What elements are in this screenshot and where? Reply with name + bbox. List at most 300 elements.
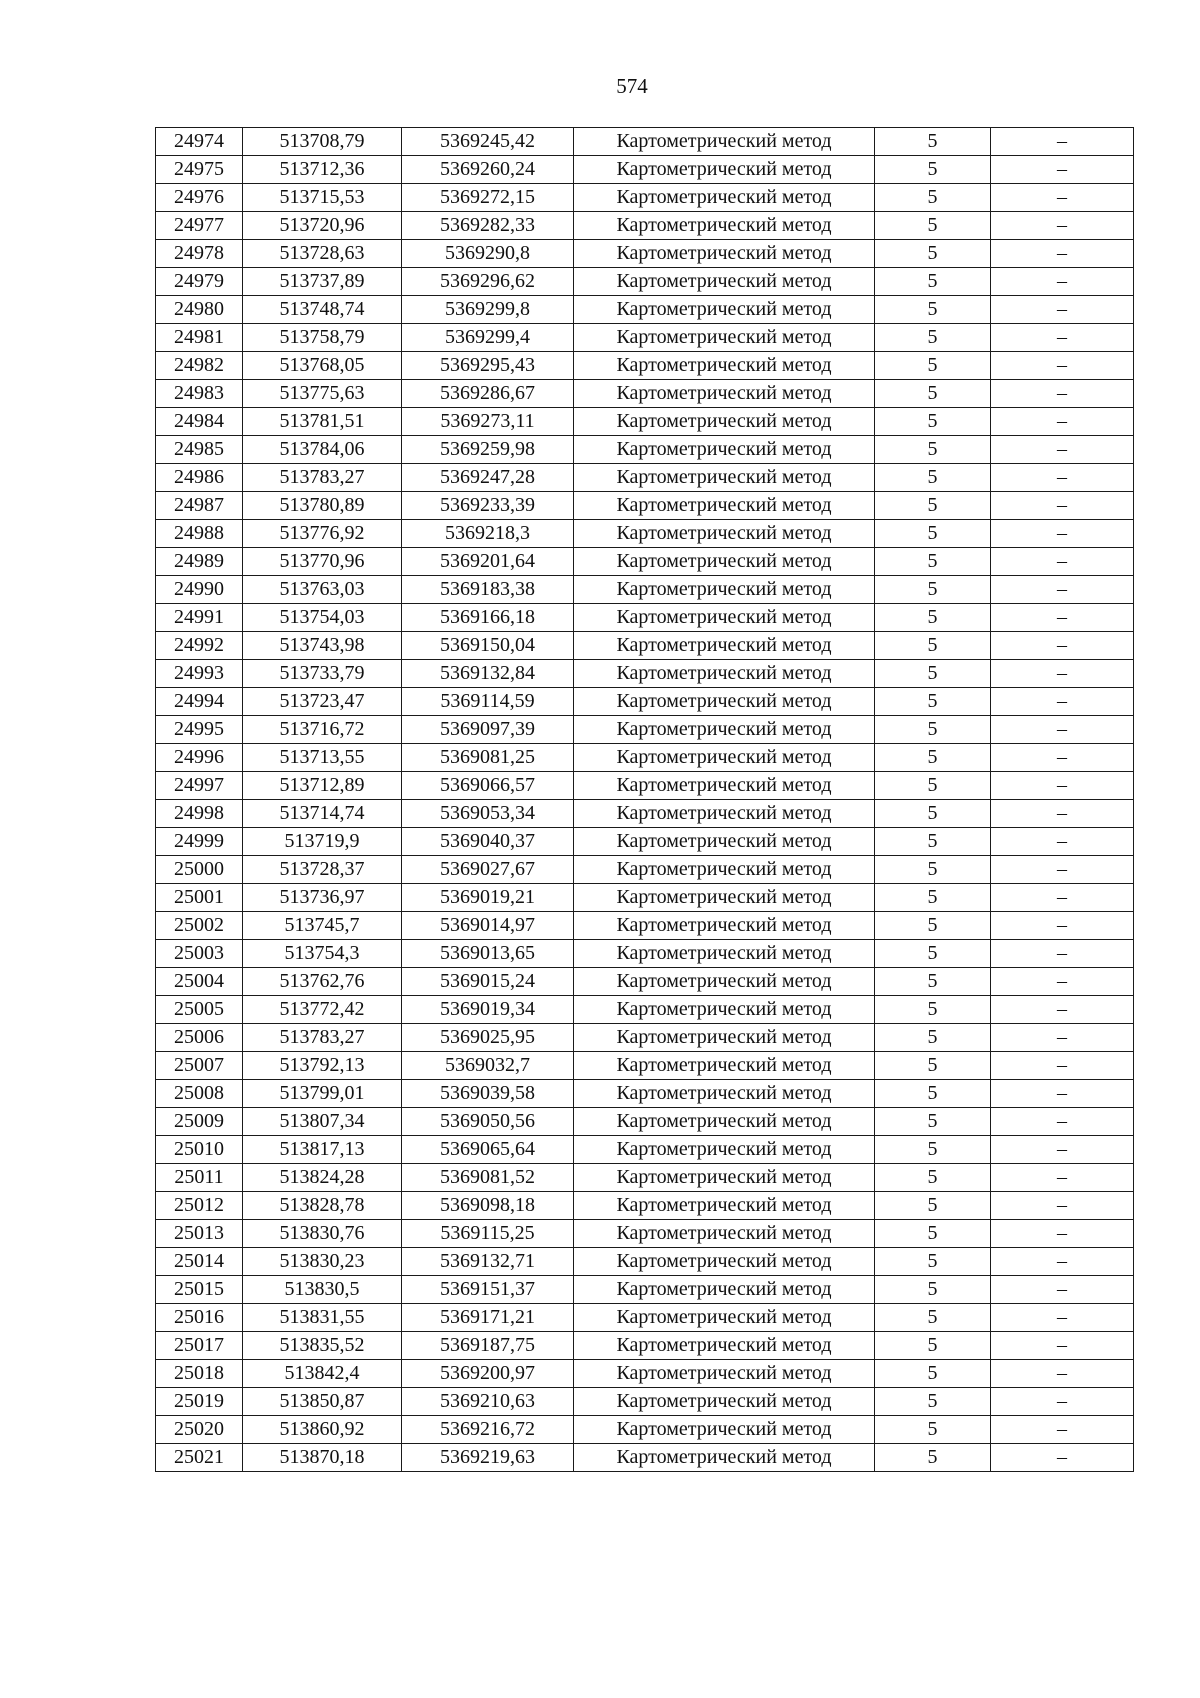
accuracy-cell: 5 bbox=[875, 408, 991, 436]
accuracy-cell: 5 bbox=[875, 968, 991, 996]
accuracy-cell: 5 bbox=[875, 1248, 991, 1276]
accuracy-cell: 5 bbox=[875, 912, 991, 940]
x-coordinate-cell: 513768,05 bbox=[243, 352, 402, 380]
x-coordinate-cell: 513860,92 bbox=[243, 1416, 402, 1444]
y-coordinate-cell: 5369273,11 bbox=[402, 408, 574, 436]
method-cell: Картометрический метод bbox=[574, 660, 875, 688]
accuracy-cell: 5 bbox=[875, 352, 991, 380]
point-number-cell: 24975 bbox=[156, 156, 243, 184]
table-row bbox=[156, 380, 1134, 408]
y-coordinate-cell: 5369295,43 bbox=[402, 352, 574, 380]
accuracy-cell: 5 bbox=[875, 744, 991, 772]
method-cell: Картометрический метод bbox=[574, 324, 875, 352]
accuracy-cell: 5 bbox=[875, 856, 991, 884]
y-coordinate-cell: 5369282,33 bbox=[402, 212, 574, 240]
note-cell: – bbox=[991, 1304, 1134, 1332]
method-cell: Картометрический метод bbox=[574, 828, 875, 856]
table-row bbox=[156, 240, 1134, 268]
table-row bbox=[156, 1108, 1134, 1136]
note-cell: – bbox=[991, 492, 1134, 520]
accuracy-cell: 5 bbox=[875, 576, 991, 604]
x-coordinate-cell: 513807,34 bbox=[243, 1108, 402, 1136]
x-coordinate-cell: 513780,89 bbox=[243, 492, 402, 520]
x-coordinate-cell: 513716,72 bbox=[243, 716, 402, 744]
note-cell: – bbox=[991, 912, 1134, 940]
x-coordinate-cell: 513784,06 bbox=[243, 436, 402, 464]
table-row bbox=[156, 1080, 1134, 1108]
point-number-cell: 25021 bbox=[156, 1444, 243, 1472]
x-coordinate-cell: 513728,37 bbox=[243, 856, 402, 884]
x-coordinate-cell: 513758,79 bbox=[243, 324, 402, 352]
point-number-cell: 25008 bbox=[156, 1080, 243, 1108]
method-cell: Картометрический метод bbox=[574, 1108, 875, 1136]
accuracy-cell: 5 bbox=[875, 1052, 991, 1080]
table-row bbox=[156, 1192, 1134, 1220]
point-number-cell: 24986 bbox=[156, 464, 243, 492]
y-coordinate-cell: 5369019,34 bbox=[402, 996, 574, 1024]
method-cell: Картометрический метод bbox=[574, 520, 875, 548]
y-coordinate-cell: 5369019,21 bbox=[402, 884, 574, 912]
note-cell: – bbox=[991, 1360, 1134, 1388]
accuracy-cell: 5 bbox=[875, 324, 991, 352]
note-cell: – bbox=[991, 548, 1134, 576]
coordinates-table bbox=[155, 127, 1134, 1472]
accuracy-cell: 5 bbox=[875, 1136, 991, 1164]
accuracy-cell: 5 bbox=[875, 1220, 991, 1248]
x-coordinate-cell: 513775,63 bbox=[243, 380, 402, 408]
table-row bbox=[156, 996, 1134, 1024]
x-coordinate-cell: 513831,55 bbox=[243, 1304, 402, 1332]
note-cell: – bbox=[991, 604, 1134, 632]
note-cell: – bbox=[991, 996, 1134, 1024]
point-number-cell: 25019 bbox=[156, 1388, 243, 1416]
x-coordinate-cell: 513719,9 bbox=[243, 828, 402, 856]
method-cell: Картометрический метод bbox=[574, 1052, 875, 1080]
method-cell: Картометрический метод bbox=[574, 1444, 875, 1472]
accuracy-cell: 5 bbox=[875, 772, 991, 800]
table-row bbox=[156, 856, 1134, 884]
note-cell: – bbox=[991, 1416, 1134, 1444]
method-cell: Картометрический метод bbox=[574, 240, 875, 268]
accuracy-cell: 5 bbox=[875, 996, 991, 1024]
note-cell: – bbox=[991, 268, 1134, 296]
method-cell: Картометрический метод bbox=[574, 632, 875, 660]
table-row bbox=[156, 212, 1134, 240]
note-cell: – bbox=[991, 1024, 1134, 1052]
accuracy-cell: 5 bbox=[875, 828, 991, 856]
point-number-cell: 25007 bbox=[156, 1052, 243, 1080]
x-coordinate-cell: 513743,98 bbox=[243, 632, 402, 660]
y-coordinate-cell: 5369025,95 bbox=[402, 1024, 574, 1052]
y-coordinate-cell: 5369200,97 bbox=[402, 1360, 574, 1388]
point-number-cell: 25017 bbox=[156, 1332, 243, 1360]
note-cell: – bbox=[991, 716, 1134, 744]
note-cell: – bbox=[991, 1164, 1134, 1192]
method-cell: Картометрический метод bbox=[574, 156, 875, 184]
table-row bbox=[156, 128, 1134, 156]
method-cell: Картометрический метод bbox=[574, 492, 875, 520]
y-coordinate-cell: 5369286,67 bbox=[402, 380, 574, 408]
note-cell: – bbox=[991, 156, 1134, 184]
method-cell: Картометрический метод bbox=[574, 1360, 875, 1388]
point-number-cell: 24980 bbox=[156, 296, 243, 324]
y-coordinate-cell: 5369187,75 bbox=[402, 1332, 574, 1360]
point-number-cell: 24977 bbox=[156, 212, 243, 240]
point-number-cell: 24995 bbox=[156, 716, 243, 744]
method-cell: Картометрический метод bbox=[574, 940, 875, 968]
point-number-cell: 25013 bbox=[156, 1220, 243, 1248]
x-coordinate-cell: 513783,27 bbox=[243, 464, 402, 492]
note-cell: – bbox=[991, 772, 1134, 800]
point-number-cell: 24976 bbox=[156, 184, 243, 212]
accuracy-cell: 5 bbox=[875, 1024, 991, 1052]
y-coordinate-cell: 5369097,39 bbox=[402, 716, 574, 744]
table-row bbox=[156, 1416, 1134, 1444]
x-coordinate-cell: 513842,4 bbox=[243, 1360, 402, 1388]
note-cell: – bbox=[991, 884, 1134, 912]
y-coordinate-cell: 5369032,7 bbox=[402, 1052, 574, 1080]
method-cell: Картометрический метод bbox=[574, 1416, 875, 1444]
x-coordinate-cell: 513712,36 bbox=[243, 156, 402, 184]
note-cell: – bbox=[991, 1108, 1134, 1136]
accuracy-cell: 5 bbox=[875, 1416, 991, 1444]
y-coordinate-cell: 5369150,04 bbox=[402, 632, 574, 660]
y-coordinate-cell: 5369272,15 bbox=[402, 184, 574, 212]
table-body bbox=[156, 128, 1134, 1472]
table-row bbox=[156, 1136, 1134, 1164]
table-row bbox=[156, 464, 1134, 492]
note-cell: – bbox=[991, 464, 1134, 492]
accuracy-cell: 5 bbox=[875, 940, 991, 968]
accuracy-cell: 5 bbox=[875, 1332, 991, 1360]
point-number-cell: 25004 bbox=[156, 968, 243, 996]
note-cell: – bbox=[991, 660, 1134, 688]
y-coordinate-cell: 5369219,63 bbox=[402, 1444, 574, 1472]
accuracy-cell: 5 bbox=[875, 268, 991, 296]
point-number-cell: 25002 bbox=[156, 912, 243, 940]
accuracy-cell: 5 bbox=[875, 660, 991, 688]
x-coordinate-cell: 513870,18 bbox=[243, 1444, 402, 1472]
method-cell: Картометрический метод bbox=[574, 296, 875, 324]
note-cell: – bbox=[991, 240, 1134, 268]
y-coordinate-cell: 5369050,56 bbox=[402, 1108, 574, 1136]
table-row bbox=[156, 1360, 1134, 1388]
y-coordinate-cell: 5369233,39 bbox=[402, 492, 574, 520]
x-coordinate-cell: 513715,53 bbox=[243, 184, 402, 212]
y-coordinate-cell: 5369299,8 bbox=[402, 296, 574, 324]
point-number-cell: 24981 bbox=[156, 324, 243, 352]
point-number-cell: 25011 bbox=[156, 1164, 243, 1192]
x-coordinate-cell: 513762,76 bbox=[243, 968, 402, 996]
x-coordinate-cell: 513712,89 bbox=[243, 772, 402, 800]
accuracy-cell: 5 bbox=[875, 1276, 991, 1304]
x-coordinate-cell: 513850,87 bbox=[243, 1388, 402, 1416]
method-cell: Картометрический метод bbox=[574, 1388, 875, 1416]
y-coordinate-cell: 5369115,25 bbox=[402, 1220, 574, 1248]
accuracy-cell: 5 bbox=[875, 1080, 991, 1108]
x-coordinate-cell: 513783,27 bbox=[243, 1024, 402, 1052]
y-coordinate-cell: 5369065,64 bbox=[402, 1136, 574, 1164]
method-cell: Картометрический метод bbox=[574, 1136, 875, 1164]
table-row bbox=[156, 1276, 1134, 1304]
method-cell: Картометрический метод bbox=[574, 352, 875, 380]
method-cell: Картометрический метод bbox=[574, 744, 875, 772]
table-row bbox=[156, 744, 1134, 772]
note-cell: – bbox=[991, 1192, 1134, 1220]
method-cell: Картометрический метод bbox=[574, 800, 875, 828]
note-cell: – bbox=[991, 968, 1134, 996]
table-row bbox=[156, 688, 1134, 716]
note-cell: – bbox=[991, 688, 1134, 716]
point-number-cell: 25010 bbox=[156, 1136, 243, 1164]
point-number-cell: 25009 bbox=[156, 1108, 243, 1136]
y-coordinate-cell: 5369201,64 bbox=[402, 548, 574, 576]
method-cell: Картометрический метод bbox=[574, 856, 875, 884]
method-cell: Картометрический метод bbox=[574, 772, 875, 800]
y-coordinate-cell: 5369039,58 bbox=[402, 1080, 574, 1108]
note-cell: – bbox=[991, 408, 1134, 436]
accuracy-cell: 5 bbox=[875, 1388, 991, 1416]
point-number-cell: 24979 bbox=[156, 268, 243, 296]
note-cell: – bbox=[991, 632, 1134, 660]
x-coordinate-cell: 513776,92 bbox=[243, 520, 402, 548]
point-number-cell: 25020 bbox=[156, 1416, 243, 1444]
y-coordinate-cell: 5369013,65 bbox=[402, 940, 574, 968]
table-row bbox=[156, 184, 1134, 212]
table-row bbox=[156, 1220, 1134, 1248]
y-coordinate-cell: 5369151,37 bbox=[402, 1276, 574, 1304]
note-cell: – bbox=[991, 128, 1134, 156]
point-number-cell: 24985 bbox=[156, 436, 243, 464]
x-coordinate-cell: 513772,42 bbox=[243, 996, 402, 1024]
point-number-cell: 24998 bbox=[156, 800, 243, 828]
x-coordinate-cell: 513745,7 bbox=[243, 912, 402, 940]
point-number-cell: 25006 bbox=[156, 1024, 243, 1052]
table-row bbox=[156, 912, 1134, 940]
x-coordinate-cell: 513748,74 bbox=[243, 296, 402, 324]
table-row bbox=[156, 352, 1134, 380]
method-cell: Картометрический метод bbox=[574, 688, 875, 716]
method-cell: Картометрический метод bbox=[574, 464, 875, 492]
x-coordinate-cell: 513835,52 bbox=[243, 1332, 402, 1360]
accuracy-cell: 5 bbox=[875, 884, 991, 912]
table-row bbox=[156, 268, 1134, 296]
y-coordinate-cell: 5369132,71 bbox=[402, 1248, 574, 1276]
accuracy-cell: 5 bbox=[875, 492, 991, 520]
point-number-cell: 24996 bbox=[156, 744, 243, 772]
table-row bbox=[156, 884, 1134, 912]
method-cell: Картометрический метод bbox=[574, 1332, 875, 1360]
table-row bbox=[156, 828, 1134, 856]
method-cell: Картометрический метод bbox=[574, 968, 875, 996]
x-coordinate-cell: 513728,63 bbox=[243, 240, 402, 268]
method-cell: Картометрический метод bbox=[574, 268, 875, 296]
page-number: 574 bbox=[616, 74, 648, 98]
y-coordinate-cell: 5369014,97 bbox=[402, 912, 574, 940]
table-row bbox=[156, 548, 1134, 576]
table-row bbox=[156, 492, 1134, 520]
accuracy-cell: 5 bbox=[875, 548, 991, 576]
y-coordinate-cell: 5369053,34 bbox=[402, 800, 574, 828]
method-cell: Картометрический метод bbox=[574, 884, 875, 912]
point-number-cell: 25018 bbox=[156, 1360, 243, 1388]
x-coordinate-cell: 513714,74 bbox=[243, 800, 402, 828]
table-row bbox=[156, 1332, 1134, 1360]
point-number-cell: 24982 bbox=[156, 352, 243, 380]
accuracy-cell: 5 bbox=[875, 716, 991, 744]
accuracy-cell: 5 bbox=[875, 1164, 991, 1192]
method-cell: Картометрический метод bbox=[574, 128, 875, 156]
y-coordinate-cell: 5369114,59 bbox=[402, 688, 574, 716]
method-cell: Картометрический метод bbox=[574, 1304, 875, 1332]
accuracy-cell: 5 bbox=[875, 296, 991, 324]
table-row bbox=[156, 296, 1134, 324]
point-number-cell: 25003 bbox=[156, 940, 243, 968]
accuracy-cell: 5 bbox=[875, 212, 991, 240]
note-cell: – bbox=[991, 212, 1134, 240]
note-cell: – bbox=[991, 1388, 1134, 1416]
note-cell: – bbox=[991, 576, 1134, 604]
note-cell: – bbox=[991, 324, 1134, 352]
accuracy-cell: 5 bbox=[875, 520, 991, 548]
method-cell: Картометрический метод bbox=[574, 912, 875, 940]
x-coordinate-cell: 513830,5 bbox=[243, 1276, 402, 1304]
note-cell: – bbox=[991, 1080, 1134, 1108]
accuracy-cell: 5 bbox=[875, 800, 991, 828]
table-row bbox=[156, 940, 1134, 968]
note-cell: – bbox=[991, 352, 1134, 380]
point-number-cell: 25015 bbox=[156, 1276, 243, 1304]
note-cell: – bbox=[991, 1136, 1134, 1164]
note-cell: – bbox=[991, 856, 1134, 884]
table-row bbox=[156, 632, 1134, 660]
x-coordinate-cell: 513723,47 bbox=[243, 688, 402, 716]
table-row bbox=[156, 1164, 1134, 1192]
note-cell: – bbox=[991, 744, 1134, 772]
accuracy-cell: 5 bbox=[875, 184, 991, 212]
y-coordinate-cell: 5369290,8 bbox=[402, 240, 574, 268]
table-row bbox=[156, 1052, 1134, 1080]
accuracy-cell: 5 bbox=[875, 240, 991, 268]
accuracy-cell: 5 bbox=[875, 604, 991, 632]
point-number-cell: 25005 bbox=[156, 996, 243, 1024]
accuracy-cell: 5 bbox=[875, 436, 991, 464]
y-coordinate-cell: 5369296,62 bbox=[402, 268, 574, 296]
method-cell: Картометрический метод bbox=[574, 1192, 875, 1220]
table-row bbox=[156, 716, 1134, 744]
point-number-cell: 24990 bbox=[156, 576, 243, 604]
accuracy-cell: 5 bbox=[875, 1108, 991, 1136]
y-coordinate-cell: 5369166,18 bbox=[402, 604, 574, 632]
point-number-cell: 24983 bbox=[156, 380, 243, 408]
method-cell: Картометрический метод bbox=[574, 380, 875, 408]
point-number-cell: 24993 bbox=[156, 660, 243, 688]
note-cell: – bbox=[991, 1332, 1134, 1360]
x-coordinate-cell: 513754,3 bbox=[243, 940, 402, 968]
x-coordinate-cell: 513817,13 bbox=[243, 1136, 402, 1164]
point-number-cell: 24974 bbox=[156, 128, 243, 156]
y-coordinate-cell: 5369015,24 bbox=[402, 968, 574, 996]
method-cell: Картометрический метод bbox=[574, 604, 875, 632]
x-coordinate-cell: 513830,76 bbox=[243, 1220, 402, 1248]
y-coordinate-cell: 5369098,18 bbox=[402, 1192, 574, 1220]
method-cell: Картометрический метод bbox=[574, 576, 875, 604]
accuracy-cell: 5 bbox=[875, 632, 991, 660]
table-row bbox=[156, 520, 1134, 548]
point-number-cell: 24988 bbox=[156, 520, 243, 548]
note-cell: – bbox=[991, 1220, 1134, 1248]
point-number-cell: 24978 bbox=[156, 240, 243, 268]
table-row bbox=[156, 436, 1134, 464]
method-cell: Картометрический метод bbox=[574, 212, 875, 240]
table-row bbox=[156, 968, 1134, 996]
table-row bbox=[156, 1444, 1134, 1472]
x-coordinate-cell: 513720,96 bbox=[243, 212, 402, 240]
table-row bbox=[156, 772, 1134, 800]
x-coordinate-cell: 513792,13 bbox=[243, 1052, 402, 1080]
y-coordinate-cell: 5369218,3 bbox=[402, 520, 574, 548]
note-cell: – bbox=[991, 520, 1134, 548]
method-cell: Картометрический метод bbox=[574, 436, 875, 464]
accuracy-cell: 5 bbox=[875, 1192, 991, 1220]
point-number-cell: 24984 bbox=[156, 408, 243, 436]
x-coordinate-cell: 513754,03 bbox=[243, 604, 402, 632]
accuracy-cell: 5 bbox=[875, 380, 991, 408]
y-coordinate-cell: 5369260,24 bbox=[402, 156, 574, 184]
point-number-cell: 24987 bbox=[156, 492, 243, 520]
point-number-cell: 25016 bbox=[156, 1304, 243, 1332]
y-coordinate-cell: 5369259,98 bbox=[402, 436, 574, 464]
y-coordinate-cell: 5369040,37 bbox=[402, 828, 574, 856]
x-coordinate-cell: 513763,03 bbox=[243, 576, 402, 604]
note-cell: – bbox=[991, 1248, 1134, 1276]
method-cell: Картометрический метод bbox=[574, 408, 875, 436]
point-number-cell: 25012 bbox=[156, 1192, 243, 1220]
method-cell: Картометрический метод bbox=[574, 1080, 875, 1108]
table-row bbox=[156, 604, 1134, 632]
method-cell: Картометрический метод bbox=[574, 1276, 875, 1304]
note-cell: – bbox=[991, 1444, 1134, 1472]
note-cell: – bbox=[991, 380, 1134, 408]
y-coordinate-cell: 5369081,25 bbox=[402, 744, 574, 772]
method-cell: Картометрический метод bbox=[574, 716, 875, 744]
y-coordinate-cell: 5369132,84 bbox=[402, 660, 574, 688]
x-coordinate-cell: 513824,28 bbox=[243, 1164, 402, 1192]
note-cell: – bbox=[991, 1052, 1134, 1080]
y-coordinate-cell: 5369183,38 bbox=[402, 576, 574, 604]
x-coordinate-cell: 513708,79 bbox=[243, 128, 402, 156]
x-coordinate-cell: 513736,97 bbox=[243, 884, 402, 912]
y-coordinate-cell: 5369247,28 bbox=[402, 464, 574, 492]
x-coordinate-cell: 513830,23 bbox=[243, 1248, 402, 1276]
method-cell: Картометрический метод bbox=[574, 1220, 875, 1248]
x-coordinate-cell: 513781,51 bbox=[243, 408, 402, 436]
y-coordinate-cell: 5369245,42 bbox=[402, 128, 574, 156]
accuracy-cell: 5 bbox=[875, 688, 991, 716]
x-coordinate-cell: 513713,55 bbox=[243, 744, 402, 772]
table-row bbox=[156, 576, 1134, 604]
note-cell: – bbox=[991, 1276, 1134, 1304]
method-cell: Картометрический метод bbox=[574, 1248, 875, 1276]
y-coordinate-cell: 5369299,4 bbox=[402, 324, 574, 352]
note-cell: – bbox=[991, 828, 1134, 856]
x-coordinate-cell: 513770,96 bbox=[243, 548, 402, 576]
note-cell: – bbox=[991, 800, 1134, 828]
x-coordinate-cell: 513828,78 bbox=[243, 1192, 402, 1220]
accuracy-cell: 5 bbox=[875, 1444, 991, 1472]
method-cell: Картометрический метод bbox=[574, 548, 875, 576]
accuracy-cell: 5 bbox=[875, 1360, 991, 1388]
